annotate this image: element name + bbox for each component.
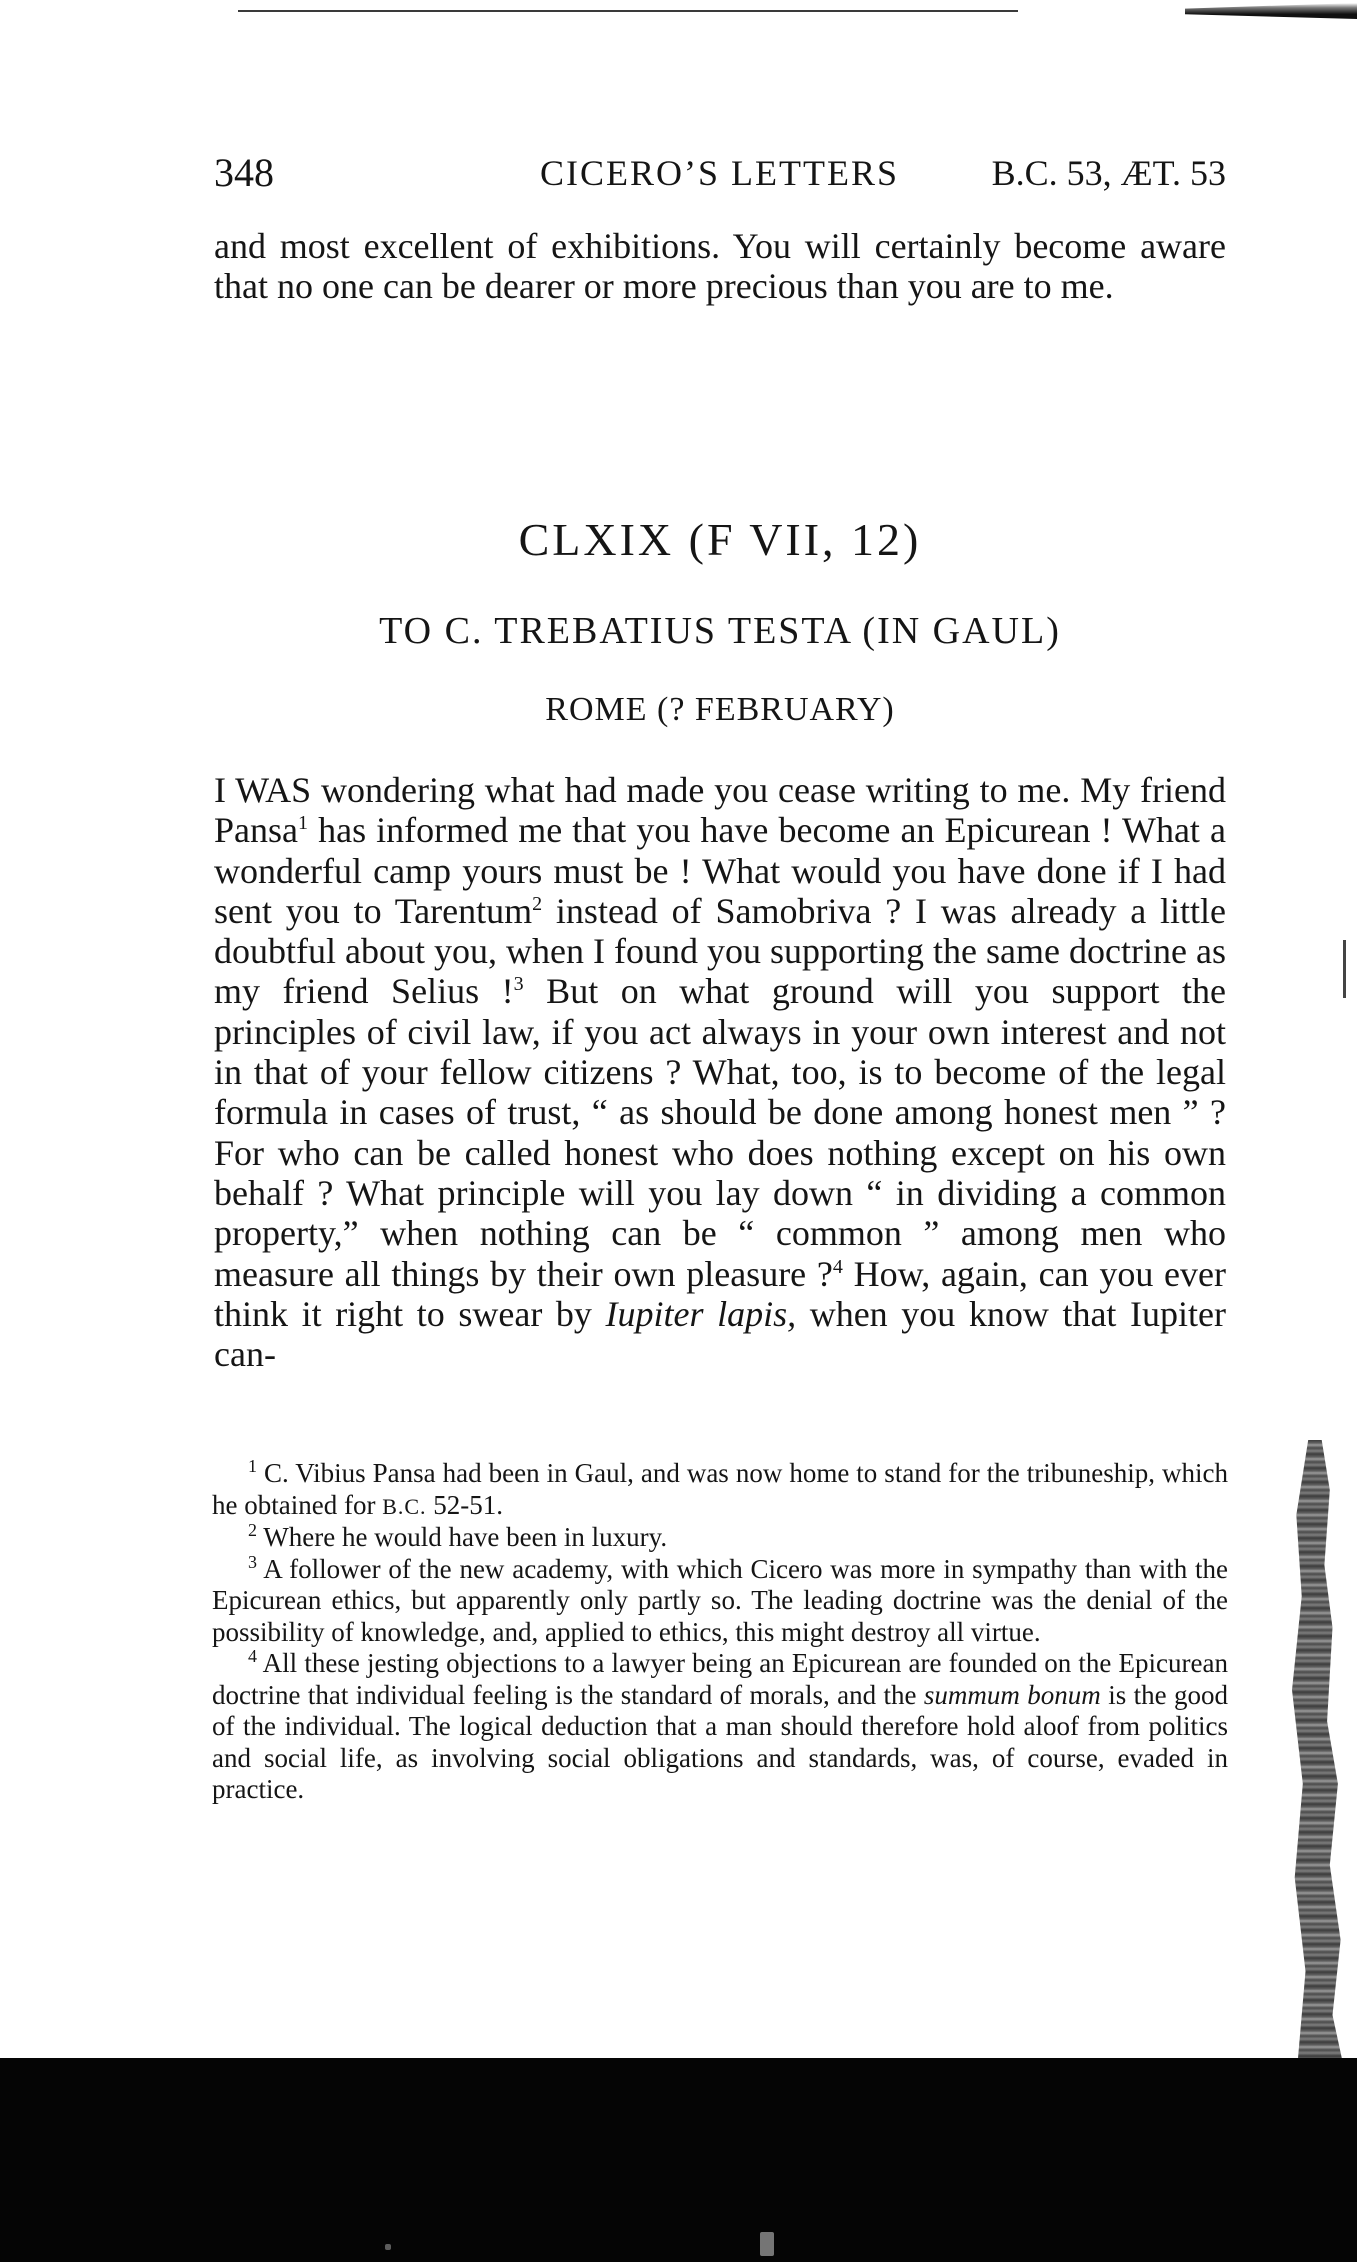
body-sentence-1: wondering what had made you cease writing to me. My friend Pansa — [214, 770, 1226, 851]
footnote-number: 4 — [248, 1646, 257, 1666]
opening-paragraph: and most excellent of exhibitions. You will certainly become aware that no one can be dearer or more precious than you are to me. — [214, 226, 1226, 307]
footnote-number: 1 — [248, 1456, 257, 1476]
footnote-text: Where he would have been in luxury. — [257, 1522, 668, 1552]
footnote-italic-phrase: summum bonum — [923, 1679, 1101, 1710]
page-edge-shadow — [1292, 1440, 1346, 2065]
body-italic-phrase: Iupiter lapis, — [605, 1293, 797, 1334]
footnote-text: is the good of the individual. The logical deduction that a man should therefore hold aloof from politics and social life, as involving social obligations and standards, was, of course, evaded in practice. — [212, 1679, 1228, 1804]
body-sentence-6: when you know that Iupiter can- — [214, 1293, 1226, 1375]
footnote-number: 3 — [248, 1551, 257, 1572]
footnote-text: 52-51. — [426, 1489, 504, 1520]
footnote-small-caps: B.C. — [382, 1493, 427, 1519]
footnote-4 — [212, 1648, 1228, 1806]
footnote-2 — [212, 1522, 1228, 1554]
body-sentence-4: But on what ground will you support the principles of civil law, if you act always in your own interest and not in that of your fellow citizens ? What, too, is to become of the legal formula in cases of trust, “ as should be done among honest men ” ? For who can be called honest who does nothing except on his own behalf ? What principle will you lay down “ in dividing a common property,” when nothing can be “ common ” among men who measure all things by their own pleasure ? — [214, 971, 1226, 1294]
footnote-ref-1: 1 — [298, 812, 308, 835]
scan-speck — [760, 2232, 774, 2256]
body-sentence-5: How, again, can you ever think it right to swear by — [214, 1253, 1226, 1334]
letter-recipient: TO C. TREBATIUS TESTA (IN GAUL) — [379, 610, 1061, 652]
footnote-ref-4: 4 — [832, 1255, 843, 1278]
body-sentence-3: instead of Samobriva ? I was already a little doubtful about you, when I found you supporting the same doctrine as my friend Selius ! — [214, 890, 1226, 1012]
footnote-1 — [212, 1458, 1228, 1522]
page-number: 348 — [214, 150, 274, 195]
running-title: CICERO’S LETTERS — [540, 153, 900, 193]
body-sentence-2: has informed me that you have become an Epicurean ! What a wonderful camp yours must be ! What would you have done if I had sent you to Tarentum — [214, 810, 1226, 931]
footnote-3 — [212, 1551, 1228, 1649]
running-date: B.C. 53, ÆT. 53 — [991, 153, 1226, 193]
footnote-number: 2 — [248, 1520, 257, 1540]
top-rule — [238, 10, 1018, 12]
footnote-text: A follower of the new academy, with which Cicero was more in sympathy than with the Epicurean ethics, but apparently only partly so. The leading doctrine was the denial of the possibility of knowledge, and, applied to ethics, this might destroy all virtue. — [212, 1553, 1228, 1647]
scan-bottom-band — [0, 2058, 1357, 2262]
body-lead-word: I WAS — [214, 770, 312, 810]
letter-body — [214, 770, 1226, 1374]
letter-heading: CLXIX (F VII, 12) — [518, 514, 922, 565]
top-edge-shadow — [1185, 3, 1357, 19]
footnote-ref-2: 2 — [532, 892, 543, 915]
footnote-text: C. Vibius Pansa had been in Gaul, and was now home to stand for the tribuneship, which he obtained for — [212, 1458, 1228, 1520]
footnote-text: All these jesting objections to a lawyer being an Epicurean are founded on the Epicurean doctrine that individual feeling is the standard of morals, and the — [212, 1648, 1228, 1710]
scan-speck — [385, 2244, 391, 2250]
letter-place-date: ROME (? FEBRUARY) — [545, 691, 895, 728]
margin-mark — [1343, 940, 1346, 998]
footnotes — [212, 1458, 1228, 1806]
footnote-ref-3: 3 — [513, 973, 524, 996]
running-head — [214, 148, 1226, 198]
